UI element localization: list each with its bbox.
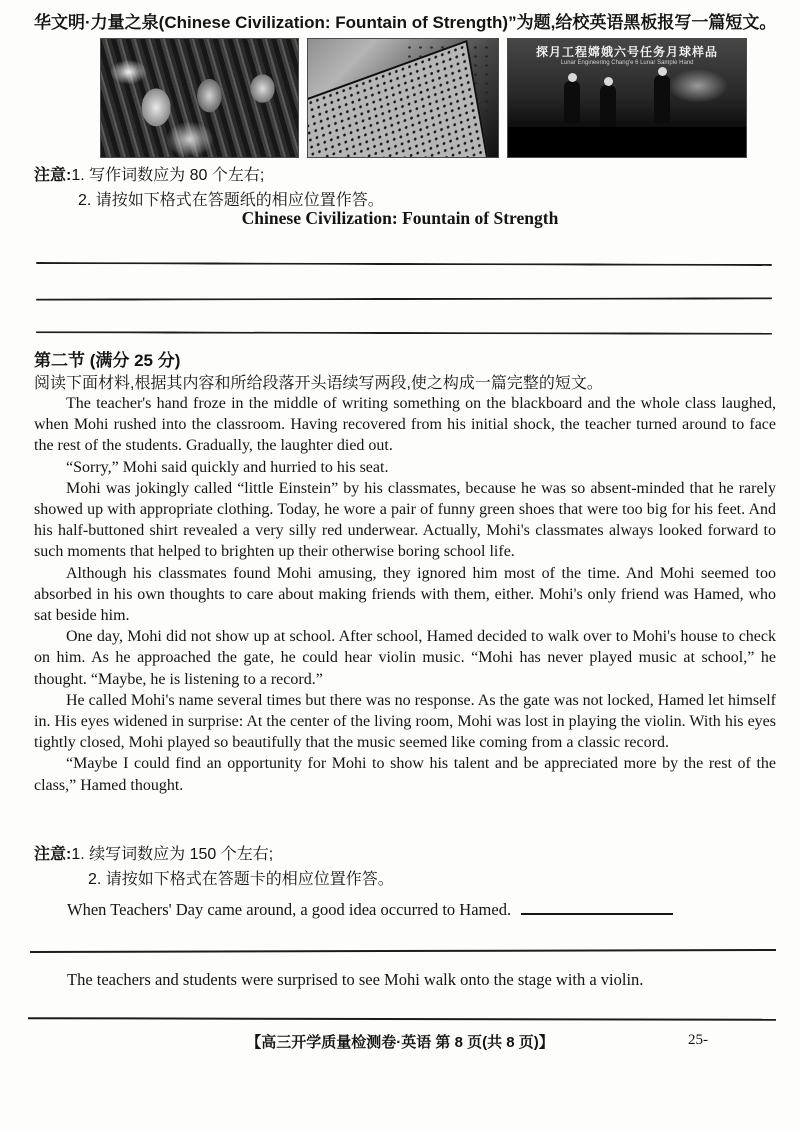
continuation-writing-line [30, 949, 776, 953]
passage-paragraph: “Sorry,” Mohi said quickly and hurried to his seat. [66, 458, 389, 476]
essay-title: Chinese Civilization: Fountain of Strength [241, 208, 559, 228]
notice-item-2: 2. 请按如下格式在答题纸的相应位置作答。 [78, 192, 384, 209]
figure-silhouette [564, 81, 580, 123]
photo-strip [100, 38, 747, 156]
section-2-instruction: 阅读下面材料,根据其内容和所给段落开头语续写两段,使之构成一篇完整的短文。 [34, 375, 603, 392]
photo-festival-crowd [100, 38, 299, 158]
section-2-heading: 第二节 (满分 25 分) [34, 351, 181, 370]
notice-label: 注意: [34, 846, 72, 863]
oracle-slab [307, 40, 489, 158]
footer-rule [28, 1017, 776, 1021]
figure-silhouette [654, 75, 670, 123]
lunar-banner-english: Lunar Engineering Chang'e 6 Lunar Sample Hand [560, 60, 694, 66]
passage-paragraph: “Maybe I could find an opportunity for Mohi to show his talent and be appreciated more by the rest of the class,” Hamed thought. [34, 755, 776, 794]
passage-paragraph: The teacher's hand froze in the middle of writing something on the blackboard and the whole class laughed, when Mohi rushed into the classroom. Having recovered from his initial shock, the teacher turned around to face the rest of the students. Gradually, the laughter died out. [34, 395, 776, 455]
reading-passage [34, 393, 776, 796]
passage-paragraph: Although his classmates found Mohi amusing, they ignored him most of the time. And Mohi seemed too absorbed in his own thoughts to care about making friends with them, either. Mohi's only friend was Hamed, who sat beside him. [34, 564, 776, 625]
notice-item-2: 2. 请按如下格式在答题卡的相应位置作答。 [88, 871, 394, 888]
writing-line-1 [36, 262, 772, 266]
footer-page-info: 【高三开学质量检测卷·英语 第 8 页(共 8 页)】 [246, 1034, 554, 1051]
photo-lunar-sample-ceremony [507, 38, 747, 158]
photo-oracle-bone-tablet [307, 38, 499, 158]
notice-label: 注意: [34, 167, 72, 184]
continuation-lead-1 [34, 900, 778, 920]
passage-paragraph: Mohi was jokingly called “little Einstein” by his classmates, because he was so absent-minded that he rarely showed up with appropriate clothing. Today, he wore a pair of funny green shoes that were too big for his feet. And his half-buttoned shirt revealed a very silly red underwear. Actually, Mohi's classmates always looked forward to such moments that helped to brighten up their otherwise boring school life. [34, 479, 776, 561]
answer-blank-line [521, 913, 673, 915]
passage-paragraph: He called Mohi's name several times but there was no response. As the gate was not locked, Hamed let himself in. His eyes widened in surprise: At the center of the living room, Mohi was lost in playing the violin. With his eyes tightly closed, Mohi played so beautifully that the music seemed like coming from a classic record. [34, 691, 776, 752]
notice-item-1: 1. 续写词数应为 150 个左右; [71, 846, 274, 863]
writing-line-2 [36, 297, 772, 300]
notice-block-writing [34, 163, 384, 213]
notice-item-1: 1. 写作词数应为 80 个左右; [71, 167, 265, 184]
lunar-banner-chinese: 探月工程嫦娥六号任务月球样品 [535, 45, 718, 59]
footer-code: 25- [688, 1032, 708, 1048]
writing-line-3 [36, 331, 772, 335]
lunar-banner [508, 45, 746, 67]
passage-paragraph: One day, Mohi did not show up at school. After school, Hamed decided to walk over to Mohi's house to check on him. As he approached the gate, he could hear violin music. “Mohi has never played music at school,” he thought. “Maybe, he is listening to a record.” [34, 628, 776, 688]
writing-prompt-line: 华文明·力量之泉(Chinese Civilization: Fountain of Strength)”为题,给校英语黑板报写一篇短文。 [34, 13, 777, 32]
notice-block-continuation [34, 842, 394, 892]
stage-podium [508, 127, 746, 157]
lunar-backdrop-glow [668, 69, 728, 103]
continuation-lead-2: The teachers and students were surprised to see Mohi walk onto the stage with a violin. [67, 970, 644, 989]
figure-silhouette [600, 85, 616, 127]
continuation-lead-1-text: When Teachers' Day came around, a good idea occurred to Hamed. [67, 900, 512, 919]
